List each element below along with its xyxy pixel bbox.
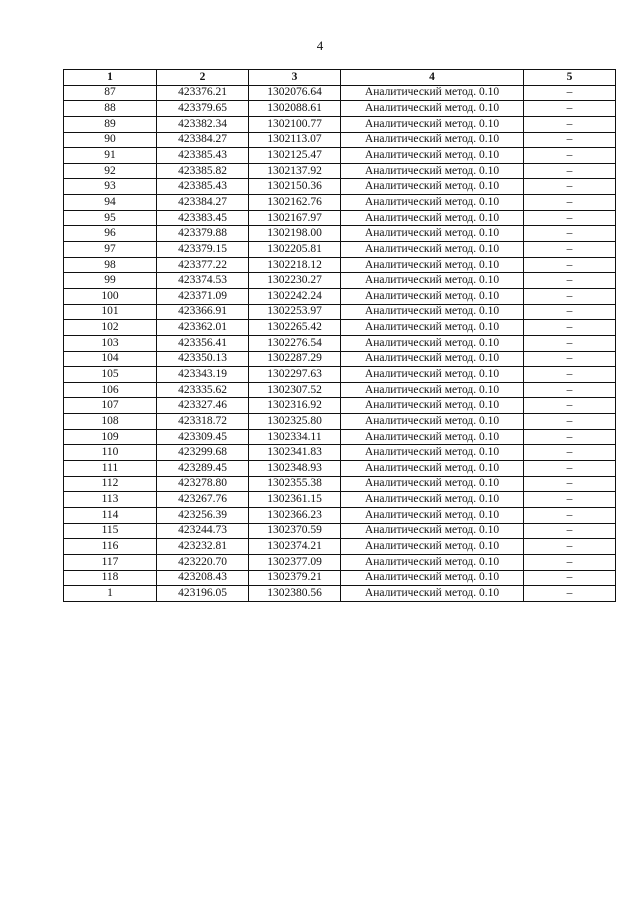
header-col-1: 1 bbox=[64, 70, 157, 86]
cell-y-coordinate: 1302276.54 bbox=[249, 335, 341, 351]
cell-point-number: 101 bbox=[64, 304, 157, 320]
cell-note: – bbox=[524, 476, 616, 492]
cell-method-accuracy: Аналитический метод. 0.10 bbox=[341, 226, 524, 242]
cell-x-coordinate: 423385.43 bbox=[157, 179, 249, 195]
cell-note: – bbox=[524, 539, 616, 555]
header-col-4: 4 bbox=[341, 70, 524, 86]
cell-y-coordinate: 1302287.29 bbox=[249, 351, 341, 367]
cell-note: – bbox=[524, 523, 616, 539]
cell-x-coordinate: 423267.76 bbox=[157, 492, 249, 508]
cell-note: – bbox=[524, 242, 616, 258]
cell-note: – bbox=[524, 429, 616, 445]
cell-note: – bbox=[524, 367, 616, 383]
cell-y-coordinate: 1302361.15 bbox=[249, 492, 341, 508]
cell-method-accuracy: Аналитический метод. 0.10 bbox=[341, 539, 524, 555]
cell-method-accuracy: Аналитический метод. 0.10 bbox=[341, 429, 524, 445]
cell-point-number: 109 bbox=[64, 429, 157, 445]
cell-method-accuracy: Аналитический метод. 0.10 bbox=[341, 523, 524, 539]
table-row bbox=[64, 304, 616, 320]
cell-method-accuracy: Аналитический метод. 0.10 bbox=[341, 210, 524, 226]
cell-x-coordinate: 423383.45 bbox=[157, 210, 249, 226]
cell-point-number: 110 bbox=[64, 445, 157, 461]
table-row bbox=[64, 476, 616, 492]
cell-method-accuracy: Аналитический метод. 0.10 bbox=[341, 414, 524, 430]
cell-note: – bbox=[524, 586, 616, 602]
cell-point-number: 91 bbox=[64, 148, 157, 164]
cell-x-coordinate: 423356.41 bbox=[157, 335, 249, 351]
table-row bbox=[64, 445, 616, 461]
cell-point-number: 115 bbox=[64, 523, 157, 539]
cell-point-number: 106 bbox=[64, 382, 157, 398]
table-row bbox=[64, 242, 616, 258]
cell-x-coordinate: 423289.45 bbox=[157, 461, 249, 477]
table-row bbox=[64, 335, 616, 351]
cell-point-number: 92 bbox=[64, 163, 157, 179]
cell-y-coordinate: 1302348.93 bbox=[249, 461, 341, 477]
cell-note: – bbox=[524, 461, 616, 477]
cell-method-accuracy: Аналитический метод. 0.10 bbox=[341, 351, 524, 367]
table-row bbox=[64, 351, 616, 367]
cell-method-accuracy: Аналитический метод. 0.10 bbox=[341, 195, 524, 211]
cell-y-coordinate: 1302341.83 bbox=[249, 445, 341, 461]
table-body bbox=[64, 85, 616, 601]
cell-method-accuracy: Аналитический метод. 0.10 bbox=[341, 492, 524, 508]
cell-point-number: 102 bbox=[64, 320, 157, 336]
cell-point-number: 88 bbox=[64, 101, 157, 117]
cell-note: – bbox=[524, 570, 616, 586]
cell-point-number: 108 bbox=[64, 414, 157, 430]
cell-x-coordinate: 423335.62 bbox=[157, 382, 249, 398]
table-header bbox=[64, 70, 616, 86]
cell-y-coordinate: 1302334.11 bbox=[249, 429, 341, 445]
cell-y-coordinate: 1302100.77 bbox=[249, 116, 341, 132]
cell-method-accuracy: Аналитический метод. 0.10 bbox=[341, 554, 524, 570]
table-row bbox=[64, 539, 616, 555]
table-row bbox=[64, 414, 616, 430]
table-row bbox=[64, 179, 616, 195]
cell-point-number: 94 bbox=[64, 195, 157, 211]
cell-method-accuracy: Аналитический метод. 0.10 bbox=[341, 242, 524, 258]
table-row bbox=[64, 398, 616, 414]
cell-x-coordinate: 423377.22 bbox=[157, 257, 249, 273]
cell-note: – bbox=[524, 273, 616, 289]
cell-y-coordinate: 1302374.21 bbox=[249, 539, 341, 555]
cell-point-number: 87 bbox=[64, 85, 157, 101]
table-row bbox=[64, 554, 616, 570]
cell-point-number: 100 bbox=[64, 288, 157, 304]
cell-method-accuracy: Аналитический метод. 0.10 bbox=[341, 320, 524, 336]
cell-y-coordinate: 1302230.27 bbox=[249, 273, 341, 289]
cell-note: – bbox=[524, 179, 616, 195]
table-row bbox=[64, 570, 616, 586]
cell-point-number: 111 bbox=[64, 461, 157, 477]
cell-method-accuracy: Аналитический метод. 0.10 bbox=[341, 273, 524, 289]
cell-x-coordinate: 423384.27 bbox=[157, 195, 249, 211]
cell-note: – bbox=[524, 304, 616, 320]
cell-point-number: 116 bbox=[64, 539, 157, 555]
cell-y-coordinate: 1302162.76 bbox=[249, 195, 341, 211]
cell-x-coordinate: 423299.68 bbox=[157, 445, 249, 461]
cell-x-coordinate: 423196.05 bbox=[157, 586, 249, 602]
cell-note: – bbox=[524, 195, 616, 211]
cell-x-coordinate: 423384.27 bbox=[157, 132, 249, 148]
cell-x-coordinate: 423362.01 bbox=[157, 320, 249, 336]
cell-method-accuracy: Аналитический метод. 0.10 bbox=[341, 570, 524, 586]
cell-method-accuracy: Аналитический метод. 0.10 bbox=[341, 476, 524, 492]
cell-y-coordinate: 1302316.92 bbox=[249, 398, 341, 414]
cell-method-accuracy: Аналитический метод. 0.10 bbox=[341, 257, 524, 273]
cell-point-number: 93 bbox=[64, 179, 157, 195]
cell-point-number: 98 bbox=[64, 257, 157, 273]
table-row bbox=[64, 210, 616, 226]
cell-y-coordinate: 1302355.38 bbox=[249, 476, 341, 492]
cell-y-coordinate: 1302325.80 bbox=[249, 414, 341, 430]
cell-x-coordinate: 423220.70 bbox=[157, 554, 249, 570]
cell-point-number: 118 bbox=[64, 570, 157, 586]
cell-point-number: 99 bbox=[64, 273, 157, 289]
cell-y-coordinate: 1302253.97 bbox=[249, 304, 341, 320]
cell-x-coordinate: 423309.45 bbox=[157, 429, 249, 445]
cell-method-accuracy: Аналитический метод. 0.10 bbox=[341, 101, 524, 117]
table-row bbox=[64, 523, 616, 539]
cell-note: – bbox=[524, 351, 616, 367]
cell-note: – bbox=[524, 445, 616, 461]
cell-method-accuracy: Аналитический метод. 0.10 bbox=[341, 445, 524, 461]
table-row bbox=[64, 507, 616, 523]
cell-x-coordinate: 423256.39 bbox=[157, 507, 249, 523]
cell-note: – bbox=[524, 101, 616, 117]
cell-note: – bbox=[524, 507, 616, 523]
cell-method-accuracy: Аналитический метод. 0.10 bbox=[341, 586, 524, 602]
cell-point-number: 113 bbox=[64, 492, 157, 508]
header-col-3: 3 bbox=[249, 70, 341, 86]
cell-y-coordinate: 1302265.42 bbox=[249, 320, 341, 336]
table-row bbox=[64, 257, 616, 273]
cell-method-accuracy: Аналитический метод. 0.10 bbox=[341, 163, 524, 179]
cell-x-coordinate: 423379.65 bbox=[157, 101, 249, 117]
cell-y-coordinate: 1302076.64 bbox=[249, 85, 341, 101]
cell-point-number: 89 bbox=[64, 116, 157, 132]
cell-x-coordinate: 423318.72 bbox=[157, 414, 249, 430]
table-row bbox=[64, 85, 616, 101]
table-row bbox=[64, 382, 616, 398]
cell-note: – bbox=[524, 132, 616, 148]
page-number: 4 bbox=[316, 38, 324, 53]
cell-point-number: 114 bbox=[64, 507, 157, 523]
table-row bbox=[64, 288, 616, 304]
cell-point-number: 95 bbox=[64, 210, 157, 226]
cell-method-accuracy: Аналитический метод. 0.10 bbox=[341, 398, 524, 414]
table-row bbox=[64, 461, 616, 477]
table-row bbox=[64, 132, 616, 148]
cell-y-coordinate: 1302113.07 bbox=[249, 132, 341, 148]
coordinates-table bbox=[63, 69, 616, 602]
cell-y-coordinate: 1302380.56 bbox=[249, 586, 341, 602]
cell-note: – bbox=[524, 320, 616, 336]
header-col-2: 2 bbox=[157, 70, 249, 86]
cell-point-number: 104 bbox=[64, 351, 157, 367]
cell-method-accuracy: Аналитический метод. 0.10 bbox=[341, 382, 524, 398]
table-row bbox=[64, 320, 616, 336]
cell-point-number: 97 bbox=[64, 242, 157, 258]
cell-point-number: 105 bbox=[64, 367, 157, 383]
header-row bbox=[64, 70, 616, 86]
cell-y-coordinate: 1302379.21 bbox=[249, 570, 341, 586]
cell-x-coordinate: 423376.21 bbox=[157, 85, 249, 101]
table-row bbox=[64, 101, 616, 117]
cell-y-coordinate: 1302366.23 bbox=[249, 507, 341, 523]
cell-x-coordinate: 423343.19 bbox=[157, 367, 249, 383]
cell-note: – bbox=[524, 414, 616, 430]
cell-y-coordinate: 1302370.59 bbox=[249, 523, 341, 539]
cell-point-number: 1 bbox=[64, 586, 157, 602]
cell-point-number: 112 bbox=[64, 476, 157, 492]
cell-note: – bbox=[524, 492, 616, 508]
cell-note: – bbox=[524, 85, 616, 101]
cell-x-coordinate: 423350.13 bbox=[157, 351, 249, 367]
cell-x-coordinate: 423385.82 bbox=[157, 163, 249, 179]
cell-method-accuracy: Аналитический метод. 0.10 bbox=[341, 288, 524, 304]
cell-x-coordinate: 423366.91 bbox=[157, 304, 249, 320]
table-row bbox=[64, 195, 616, 211]
cell-note: – bbox=[524, 210, 616, 226]
table-row bbox=[64, 273, 616, 289]
cell-x-coordinate: 423278.80 bbox=[157, 476, 249, 492]
cell-x-coordinate: 423244.73 bbox=[157, 523, 249, 539]
cell-x-coordinate: 423382.34 bbox=[157, 116, 249, 132]
cell-y-coordinate: 1302377.09 bbox=[249, 554, 341, 570]
cell-y-coordinate: 1302125.47 bbox=[249, 148, 341, 164]
cell-method-accuracy: Аналитический метод. 0.10 bbox=[341, 367, 524, 383]
cell-note: – bbox=[524, 226, 616, 242]
cell-point-number: 90 bbox=[64, 132, 157, 148]
table-row bbox=[64, 148, 616, 164]
cell-note: – bbox=[524, 116, 616, 132]
cell-y-coordinate: 1302242.24 bbox=[249, 288, 341, 304]
cell-x-coordinate: 423327.46 bbox=[157, 398, 249, 414]
cell-y-coordinate: 1302088.61 bbox=[249, 101, 341, 117]
table-row bbox=[64, 586, 616, 602]
cell-point-number: 96 bbox=[64, 226, 157, 242]
cell-note: – bbox=[524, 148, 616, 164]
cell-note: – bbox=[524, 335, 616, 351]
cell-note: – bbox=[524, 163, 616, 179]
cell-point-number: 107 bbox=[64, 398, 157, 414]
cell-method-accuracy: Аналитический метод. 0.10 bbox=[341, 507, 524, 523]
cell-x-coordinate: 423371.09 bbox=[157, 288, 249, 304]
table-row bbox=[64, 367, 616, 383]
table-row bbox=[64, 492, 616, 508]
table-row bbox=[64, 163, 616, 179]
cell-note: – bbox=[524, 382, 616, 398]
cell-method-accuracy: Аналитический метод. 0.10 bbox=[341, 132, 524, 148]
cell-y-coordinate: 1302150.36 bbox=[249, 179, 341, 195]
cell-y-coordinate: 1302218.12 bbox=[249, 257, 341, 273]
cell-note: – bbox=[524, 554, 616, 570]
cell-method-accuracy: Аналитический метод. 0.10 bbox=[341, 148, 524, 164]
cell-method-accuracy: Аналитический метод. 0.10 bbox=[341, 179, 524, 195]
cell-note: – bbox=[524, 288, 616, 304]
cell-point-number: 117 bbox=[64, 554, 157, 570]
cell-method-accuracy: Аналитический метод. 0.10 bbox=[341, 461, 524, 477]
cell-y-coordinate: 1302137.92 bbox=[249, 163, 341, 179]
cell-x-coordinate: 423379.15 bbox=[157, 242, 249, 258]
cell-point-number: 103 bbox=[64, 335, 157, 351]
cell-x-coordinate: 423385.43 bbox=[157, 148, 249, 164]
cell-x-coordinate: 423208.43 bbox=[157, 570, 249, 586]
cell-method-accuracy: Аналитический метод. 0.10 bbox=[341, 85, 524, 101]
cell-y-coordinate: 1302307.52 bbox=[249, 382, 341, 398]
table-row bbox=[64, 116, 616, 132]
cell-y-coordinate: 1302205.81 bbox=[249, 242, 341, 258]
cell-y-coordinate: 1302198.00 bbox=[249, 226, 341, 242]
header-col-5: 5 bbox=[524, 70, 616, 86]
cell-note: – bbox=[524, 257, 616, 273]
cell-y-coordinate: 1302167.97 bbox=[249, 210, 341, 226]
cell-method-accuracy: Аналитический метод. 0.10 bbox=[341, 335, 524, 351]
cell-x-coordinate: 423232.81 bbox=[157, 539, 249, 555]
table-row bbox=[64, 429, 616, 445]
cell-y-coordinate: 1302297.63 bbox=[249, 367, 341, 383]
cell-method-accuracy: Аналитический метод. 0.10 bbox=[341, 116, 524, 132]
cell-x-coordinate: 423374.53 bbox=[157, 273, 249, 289]
table-row bbox=[64, 226, 616, 242]
cell-note: – bbox=[524, 398, 616, 414]
cell-x-coordinate: 423379.88 bbox=[157, 226, 249, 242]
cell-method-accuracy: Аналитический метод. 0.10 bbox=[341, 304, 524, 320]
